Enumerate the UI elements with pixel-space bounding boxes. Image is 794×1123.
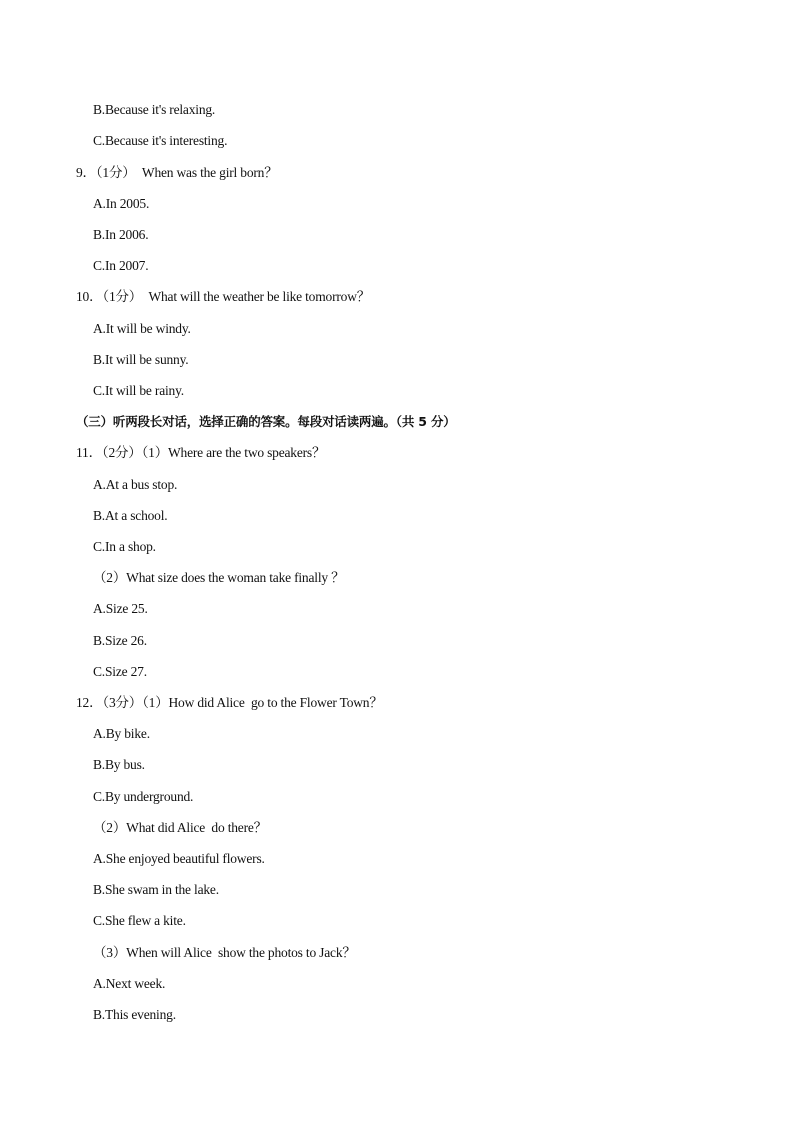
q12-subquestion-2: （2）What did Alice do there？ bbox=[93, 820, 267, 835]
q12-sub3-option-a: A.Next week. bbox=[93, 976, 166, 991]
q10-option-a: A.It will be windy. bbox=[93, 321, 191, 336]
q11-sub2-option-c: C.Size 27. bbox=[93, 664, 147, 679]
q11-stem: 11．（2分）（1）Where are the two speakers？ bbox=[76, 445, 326, 460]
q12-sub2-option-a: A.She enjoyed beautiful flowers. bbox=[93, 851, 265, 866]
q11-sub2-option-a: A.Size 25. bbox=[93, 601, 148, 616]
q12-option-a: A.By bike. bbox=[93, 726, 150, 741]
q9-option-b: B.In 2006. bbox=[93, 227, 149, 242]
q9-option-a: A.In 2005. bbox=[93, 196, 150, 211]
q12-sub2-option-b: B.She swam in the lake. bbox=[93, 882, 219, 897]
q12-stem: 12．（3分）（1）How did Alice go to the Flower Town？ bbox=[76, 695, 383, 710]
q11-option-c: C.In a shop. bbox=[93, 539, 156, 554]
q10-stem: 10．（1分） What will the weather be like tomorrow？ bbox=[76, 289, 371, 304]
q8-option-b: B.Because it's relaxing. bbox=[93, 102, 216, 117]
q12-subquestion-3: （3）When will Alice show the photos to Jack？ bbox=[93, 945, 356, 960]
q12-sub3-option-b: B.This evening. bbox=[93, 1007, 176, 1022]
q10-option-b: B.It will be sunny. bbox=[93, 352, 189, 367]
q10-option-c: C.It will be rainy. bbox=[93, 383, 184, 398]
q12-sub2-option-c: C.She flew a kite. bbox=[93, 913, 186, 928]
q8-option-c: C.Because it's interesting. bbox=[93, 133, 228, 148]
q9-option-c: C.In 2007. bbox=[93, 258, 149, 273]
q11-option-a: A.At a bus stop. bbox=[93, 477, 178, 492]
q12-option-c: C.By underground. bbox=[93, 789, 194, 804]
q11-sub2-option-b: B.Size 26. bbox=[93, 633, 147, 648]
q12-option-b: B.By bus. bbox=[93, 757, 145, 772]
q9-stem: 9．（1分） When was the girl born？ bbox=[76, 165, 278, 180]
q11-subquestion-2: （2）What size does the woman take finally ？ bbox=[93, 570, 345, 585]
section-3-heading: （三）听两段长对话，选择正确的答案。每段对话读两遍。（共 5 分） bbox=[76, 414, 456, 429]
q11-option-b: B.At a school. bbox=[93, 508, 168, 523]
